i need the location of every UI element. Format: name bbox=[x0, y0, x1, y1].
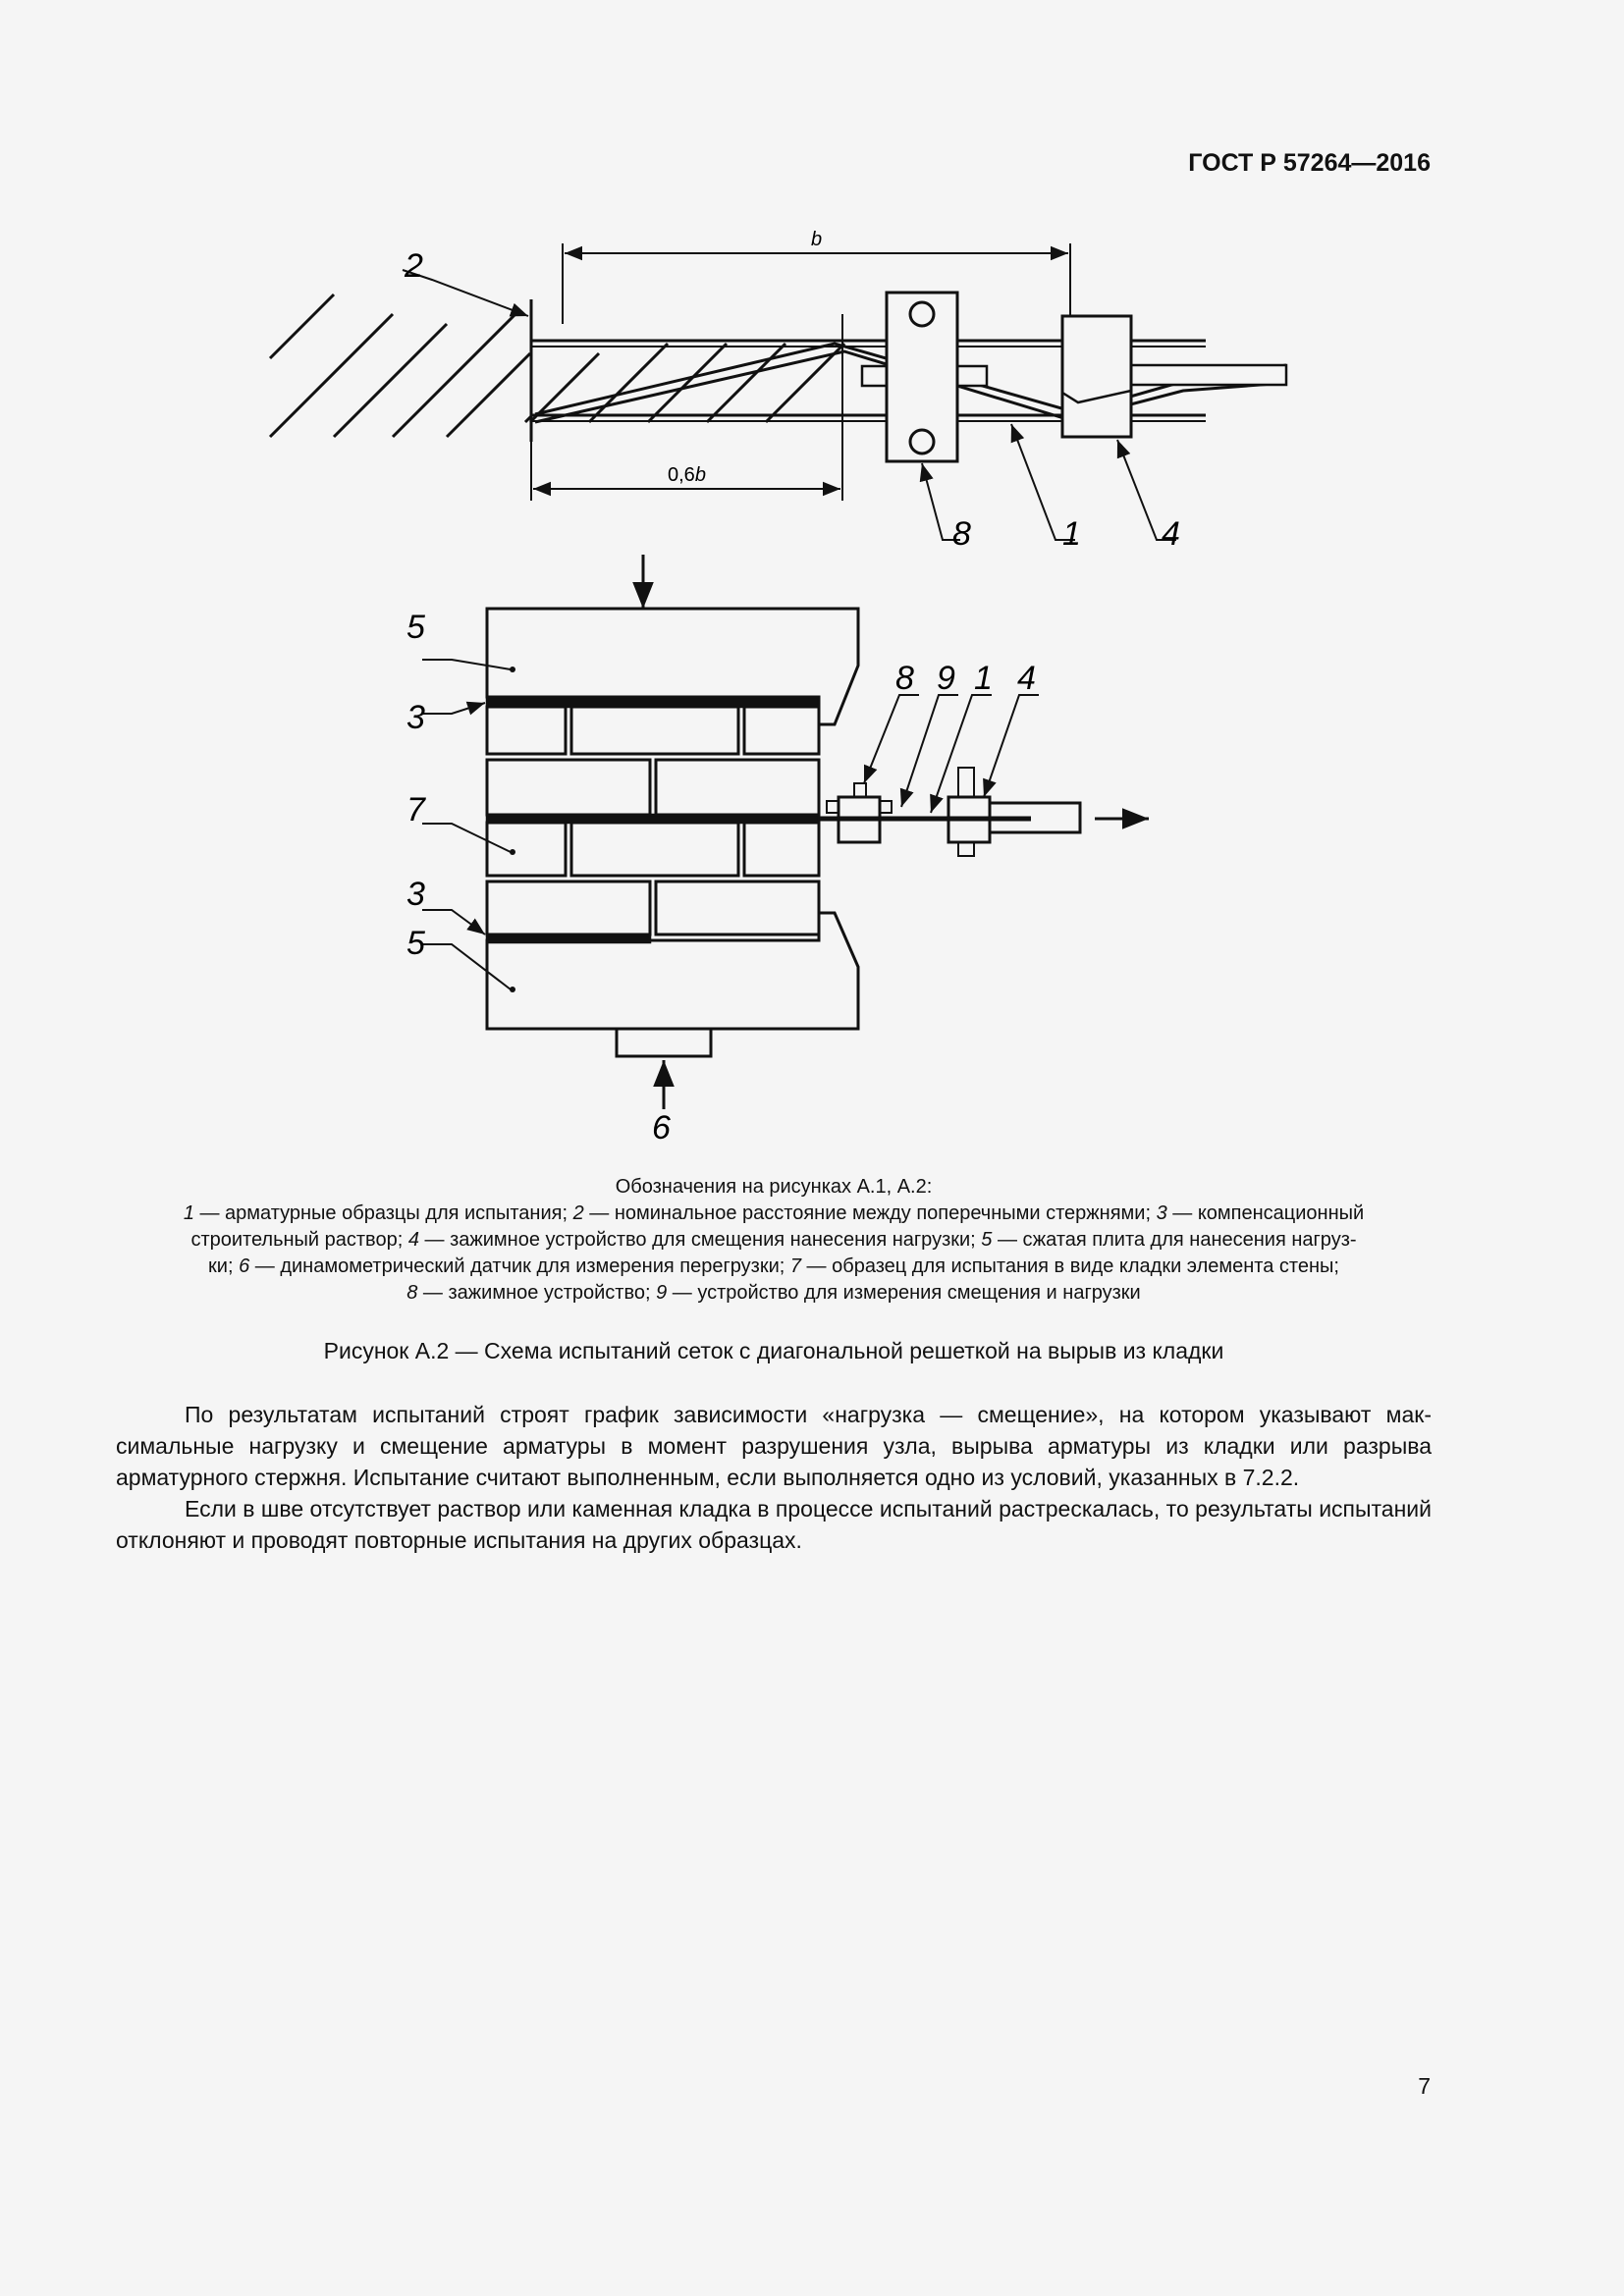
document-header: ГОСТ Р 57264—2016 bbox=[1188, 149, 1431, 177]
label-3-bottom: 3 bbox=[406, 876, 425, 913]
label-8-bottom: 8 bbox=[895, 660, 914, 697]
clamp-4 bbox=[1062, 316, 1131, 437]
figure-legend bbox=[116, 1174, 1432, 1307]
label-9: 9 bbox=[937, 660, 955, 697]
bottom-plate bbox=[487, 913, 858, 1029]
legend-line: 1 — арматурные образцы для испытания; 2 — номинальное расстояние между поперечными стержнями; 3 — компенсационный bbox=[183, 1202, 1365, 1224]
label-5-top: 5 bbox=[406, 609, 425, 646]
legend-line: 8 — зажимное устройство; 9 — устройство для измерения смещения и нагрузки bbox=[406, 1282, 1141, 1304]
legend-line: ки; 6 — динамометрический датчик для измерения перегрузки; 7 — образец для испытания в виде кладки элемента стены; bbox=[208, 1255, 1339, 1277]
figure-title: Рисунок А.2 — Схема испытаний сеток с диагональной решеткой на вырыв из кладки bbox=[323, 1338, 1224, 1363]
label-5-bottom: 5 bbox=[406, 925, 425, 962]
label-4-top: 4 bbox=[1162, 515, 1180, 553]
load-cell bbox=[617, 1029, 711, 1056]
label-4-bottom: 4 bbox=[1017, 660, 1036, 697]
label-6: 6 bbox=[652, 1109, 671, 1147]
label-8-top: 8 bbox=[952, 515, 971, 553]
clamp-8 bbox=[887, 293, 957, 461]
label-7: 7 bbox=[406, 791, 425, 828]
body-text bbox=[116, 1399, 1432, 1556]
label-3-top: 3 bbox=[406, 699, 425, 736]
top-diagram bbox=[270, 243, 1286, 540]
label-1-bottom: 1 bbox=[974, 660, 993, 697]
paragraph: По результатам испытаний строят график зависимости «нагрузка — смещение», на котором указывают максимальные нагрузку и смещение арматуры в момент разрушения узла, вырыва арматуры из кладки или разрыва арматурного стержня. Испытание считают выполненным, если выполняется одно из условий, указанных в 7.2.2. bbox=[116, 1402, 1432, 1490]
label-1-top: 1 bbox=[1062, 515, 1081, 553]
label-0-6b: 0,6b bbox=[668, 464, 706, 486]
label-2: 2 bbox=[405, 247, 423, 285]
label-b: b bbox=[811, 229, 823, 250]
legend-line: строительный раствор; 4 — зажимное устройство для смещения нанесения нагрузки; 5 — сжатая плита для нанесения нагруз- bbox=[190, 1229, 1357, 1251]
bottom-diagram bbox=[422, 555, 1149, 1109]
page-number: 7 bbox=[1418, 2073, 1431, 2099]
paragraph: Если в шве отсутствует раствор или каменная кладка в процессе испытаний растрескалась, то результаты испытаний отклоняют и проводят повторные испытания на других образцах. bbox=[116, 1496, 1432, 1553]
legend-title: Обозначения на рисунках А.1, А.2: bbox=[615, 1176, 933, 1198]
